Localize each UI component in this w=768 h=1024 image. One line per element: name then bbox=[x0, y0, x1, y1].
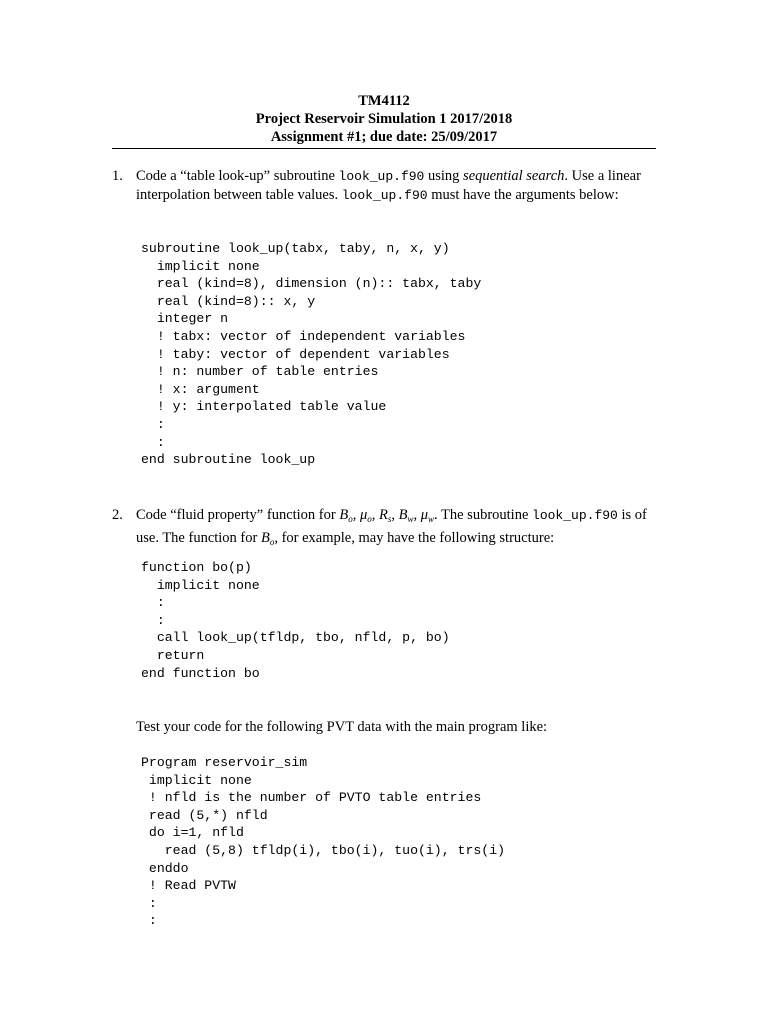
header-rule bbox=[112, 148, 656, 149]
subroutine-code-block: subroutine look_up(tabx, taby, n, x, y) implicit none real (kind=8), dimension (n):: tabx, taby real (kind=8):: x, y integer n ! tabx: vector of independent variables ! taby: vector of dependent variables ! n: number of table entries ! x: argument ! y: interpolated table value : : end subroutine look_up bbox=[141, 241, 482, 468]
task-2-text: Code “fluid property” function for $B_o$, $\mu_o$, $R_s$, $B_w$, $\mu_w$. The subroutine look_up.f90 is of use. The function for $B_o$, for example, may have the following structure: bbox=[136, 507, 647, 547]
function-code-block: function bo(p) implicit none : : call look_up(tfldp, tbo, nfld, p, bo) return end function bo bbox=[141, 560, 450, 681]
task-1-number: 1. bbox=[112, 168, 123, 184]
course-code: TM4112 bbox=[358, 93, 410, 109]
task-2-number: 2. bbox=[112, 507, 123, 523]
document-header bbox=[112, 92, 656, 146]
assignment-line: Assignment #1; due date: 25/09/2017 bbox=[270, 129, 498, 145]
task-1-text: Code a “table look-up” subroutine look_up.f90 using sequential search. Use a linear interpolation between table values. look_up.f90 must have the arguments below: bbox=[136, 168, 641, 203]
test-instruction: Test your code for the following PVT data with the main program like: bbox=[136, 719, 548, 735]
main-program-code-block: Program reservoir_sim implicit none ! nfld is the number of PVTO table entries read (5,*) nfld do i=1, nfld read (5,8) tfldp(i), tbo(i), tuo(i), trs(i) enddo ! Read PVTW : : bbox=[141, 755, 506, 929]
project-title: Project Reservoir Simulation 1 2017/2018 bbox=[255, 111, 513, 127]
